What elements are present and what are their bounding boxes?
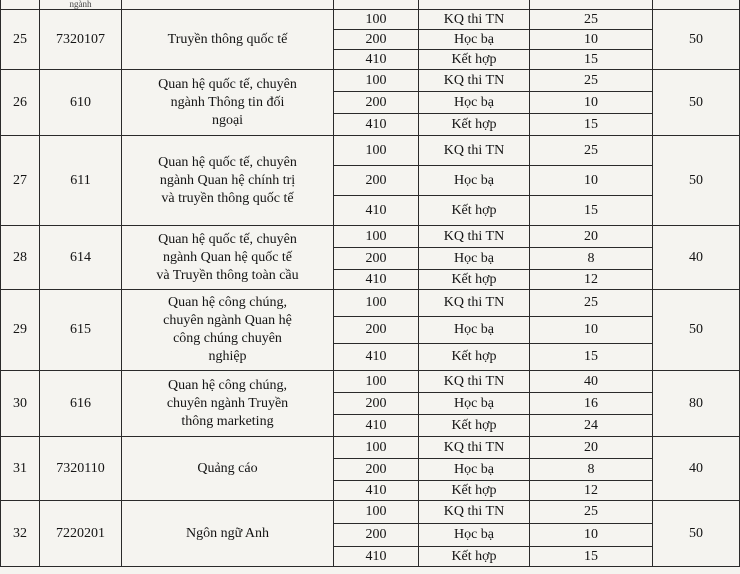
major-name-cell <box>122 290 334 371</box>
method-type-cell: Kết hợp <box>419 415 530 437</box>
major-code-cell: 614 <box>40 226 122 290</box>
major-code-cell: 7320107 <box>40 10 122 70</box>
method-code-cell: 410 <box>334 50 419 70</box>
method-code-cell: 410 <box>334 344 419 371</box>
stt-cell: 32 <box>1 501 40 567</box>
method-type-cell: Học bạ <box>419 30 530 50</box>
header-cell <box>40 0 122 10</box>
method-type-cell: Học bạ <box>419 459 530 481</box>
total-quota-cell: 80 <box>653 371 740 437</box>
quota-count-cell: 15 <box>530 114 653 136</box>
method-type-cell: KQ thi TN <box>419 371 530 393</box>
method-type-cell: Học bạ <box>419 248 530 270</box>
major-name-cell <box>122 10 334 70</box>
method-type-cell: KQ thi TN <box>419 226 530 248</box>
table-row <box>1 501 740 524</box>
method-code-cell: 410 <box>334 481 419 501</box>
quota-count-cell: 10 <box>530 30 653 50</box>
method-code-cell: 410 <box>334 415 419 437</box>
quota-count-cell: 8 <box>530 248 653 270</box>
method-type-cell: KQ thi TN <box>419 10 530 30</box>
method-type-cell: Kết hợp <box>419 196 530 226</box>
stt-cell: 29 <box>1 290 40 371</box>
major-name-cell <box>122 226 334 290</box>
quota-count-cell: 10 <box>530 166 653 196</box>
method-code-cell: 100 <box>334 226 419 248</box>
method-code-cell: 410 <box>334 114 419 136</box>
total-quota-cell: 50 <box>653 10 740 70</box>
major-code-cell: 616 <box>40 371 122 437</box>
table-row <box>1 10 740 30</box>
major-name-line: và Truyền thông toàn cầu <box>156 267 299 283</box>
quota-count-cell: 15 <box>530 344 653 371</box>
quota-count-cell: 10 <box>530 317 653 344</box>
major-code-cell: 615 <box>40 290 122 371</box>
method-type-cell: Kết hợp <box>419 114 530 136</box>
quota-count-cell: 40 <box>530 371 653 393</box>
method-code-cell: 100 <box>334 437 419 459</box>
header-cell <box>334 0 419 10</box>
method-code-cell: 100 <box>334 501 419 524</box>
method-code-cell: 100 <box>334 371 419 393</box>
major-name-line: chuyên ngành Truyền <box>166 395 289 411</box>
quota-count-cell: 24 <box>530 415 653 437</box>
quota-count-cell: 20 <box>530 226 653 248</box>
major-name-line: nghiệp <box>208 349 247 364</box>
stt-cell: 30 <box>1 371 40 437</box>
header-cell <box>1 0 40 10</box>
major-name-cell <box>122 70 334 136</box>
table-row <box>1 290 740 317</box>
method-type-cell: KQ thi TN <box>419 290 530 317</box>
quota-count-cell: 10 <box>530 92 653 114</box>
major-name-line: ngành Quan hệ quốc tế <box>162 249 293 265</box>
major-name-line: Ngôn ngữ Anh <box>185 525 270 541</box>
major-name-line: Quan hệ quốc tế, chuyên <box>158 154 297 170</box>
method-code-cell: 200 <box>334 459 419 481</box>
header-cell <box>530 0 653 10</box>
major-name-line: Quan hệ quốc tế, chuyên <box>158 231 297 247</box>
method-code-cell: 100 <box>334 136 419 166</box>
major-name-line: Truyền thông quốc tế <box>167 31 288 47</box>
major-code-cell: 611 <box>40 136 122 226</box>
stt-cell: 28 <box>1 226 40 290</box>
method-code-cell: 200 <box>334 92 419 114</box>
total-quota-cell: 50 <box>653 290 740 371</box>
method-type-cell: Học bạ <box>419 92 530 114</box>
major-name-line: ngành Thông tin đối <box>170 94 285 110</box>
stt-cell: 27 <box>1 136 40 226</box>
major-name-cell <box>122 437 334 501</box>
major-name-cell <box>122 501 334 567</box>
total-quota-cell: 50 <box>653 70 740 136</box>
stt-cell: 26 <box>1 70 40 136</box>
method-type-cell: Kết hợp <box>419 50 530 70</box>
total-quota-cell: 50 <box>653 136 740 226</box>
method-code-cell: 200 <box>334 524 419 547</box>
stt-cell: 25 <box>1 10 40 70</box>
quota-count-cell: 20 <box>530 437 653 459</box>
method-code-cell: 410 <box>334 270 419 290</box>
quota-count-cell: 25 <box>530 290 653 317</box>
major-code-cell: 7320110 <box>40 437 122 501</box>
method-type-cell: KQ thi TN <box>419 70 530 92</box>
stt-cell: 31 <box>1 437 40 501</box>
method-code-cell: 100 <box>334 10 419 30</box>
major-name-line: Quan hệ quốc tế, chuyên <box>158 76 297 92</box>
header-cell <box>419 0 530 10</box>
quota-count-cell: 16 <box>530 393 653 415</box>
quota-count-cell: 15 <box>530 50 653 70</box>
major-code-cell: 610 <box>40 70 122 136</box>
method-type-cell: Kết hợp <box>419 481 530 501</box>
table-body <box>1 0 740 567</box>
total-quota-cell: 50 <box>653 501 740 567</box>
method-type-cell: KQ thi TN <box>419 437 530 459</box>
method-code-cell: 410 <box>334 196 419 226</box>
method-type-cell: Học bạ <box>419 524 530 547</box>
method-type-cell: KQ thi TN <box>419 136 530 166</box>
major-name-cell <box>122 371 334 437</box>
table-row <box>1 70 740 92</box>
major-name-line: công chúng chuyên <box>173 331 282 346</box>
major-name-line: Quan hệ công chúng, <box>168 377 287 393</box>
method-code-cell: 200 <box>334 393 419 415</box>
total-quota-cell: 40 <box>653 226 740 290</box>
quota-count-cell: 12 <box>530 481 653 501</box>
quota-count-cell: 25 <box>530 501 653 524</box>
quota-count-cell: 10 <box>530 524 653 547</box>
major-name-line: và truyền thông quốc tế <box>161 190 294 206</box>
method-type-cell: Học bạ <box>419 317 530 344</box>
method-type-cell: Học bạ <box>419 166 530 196</box>
quota-count-cell: 25 <box>530 70 653 92</box>
major-code-cell: 7220201 <box>40 501 122 567</box>
quota-count-cell: 12 <box>530 270 653 290</box>
table-row <box>1 437 740 459</box>
header-cell <box>122 0 334 10</box>
method-type-cell: Kết hợp <box>419 547 530 567</box>
quota-count-cell: 15 <box>530 196 653 226</box>
header-cell <box>653 0 740 10</box>
total-quota-cell: 40 <box>653 437 740 501</box>
quota-count-cell: 25 <box>530 10 653 30</box>
method-code-cell: 200 <box>334 166 419 196</box>
method-code-cell: 200 <box>334 30 419 50</box>
table-row <box>1 226 740 248</box>
method-type-cell: Kết hợp <box>419 270 530 290</box>
method-code-cell: 200 <box>334 317 419 344</box>
quota-count-cell: 8 <box>530 459 653 481</box>
major-name-line: ngoại <box>211 112 244 128</box>
quota-count-cell: 15 <box>530 547 653 567</box>
method-type-cell: Học bạ <box>419 393 530 415</box>
method-code-cell: 200 <box>334 248 419 270</box>
table-row <box>1 136 740 166</box>
method-code-cell: 100 <box>334 290 419 317</box>
major-name-line: chuyên ngành Quan hệ <box>163 313 292 328</box>
major-name-line: Quảng cáo <box>197 460 258 476</box>
header-fragment-row <box>1 0 740 10</box>
method-code-cell: 100 <box>334 70 419 92</box>
method-code-cell: 410 <box>334 547 419 567</box>
table-row <box>1 371 740 393</box>
major-name-cell <box>122 136 334 226</box>
method-type-cell: Kết hợp <box>419 344 530 371</box>
header-fragment: ngành <box>69 0 92 9</box>
major-name-line: Quan hệ công chúng, <box>168 295 287 310</box>
method-type-cell: KQ thi TN <box>419 501 530 524</box>
major-name-line: ngành Quan hệ chính trị <box>159 172 296 188</box>
major-name-line: thông marketing <box>181 413 274 429</box>
quota-count-cell: 25 <box>530 136 653 166</box>
